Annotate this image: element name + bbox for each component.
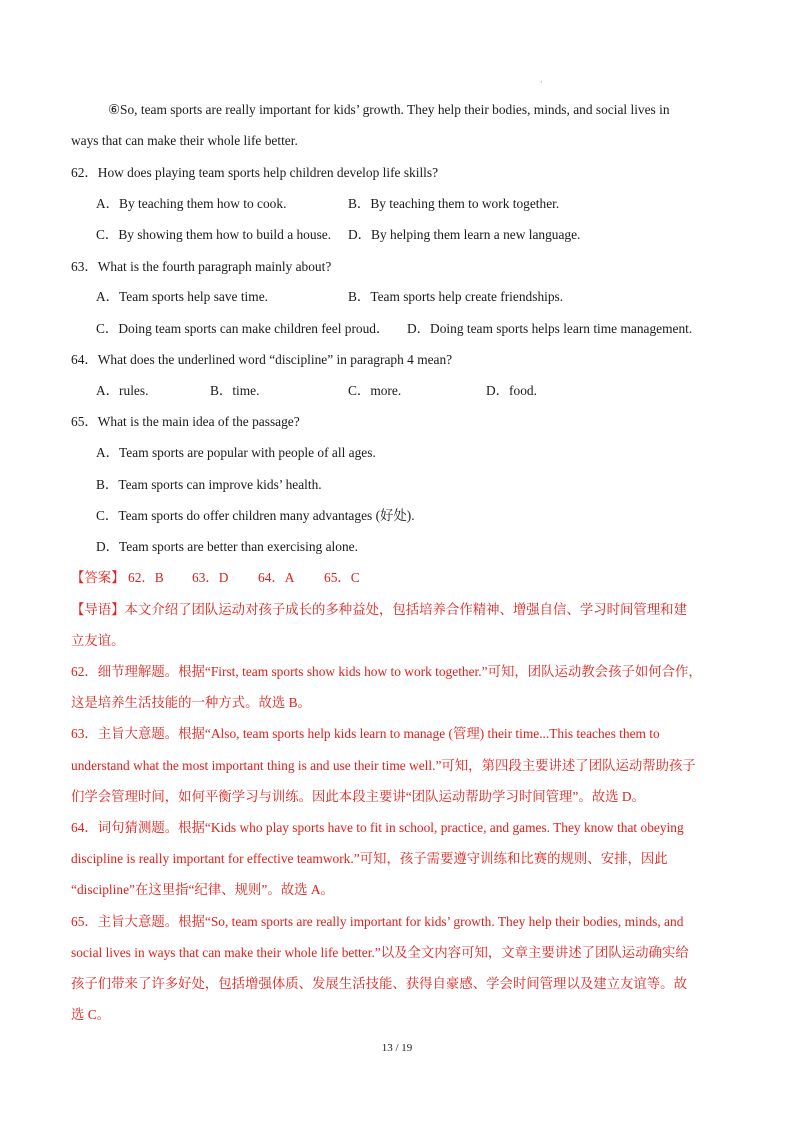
question-62-option-c: C．By showing them how to build a house.: [96, 227, 332, 242]
explanation-63-line-1: 63．主旨大意题。根据“Also, team sports help kids learn to manage (管理) their time...This teaches them to: [71, 726, 660, 741]
explanation-65-line-1: 65．主旨大意题。根据“So, team sports are really important for kids’ growth. They help their bodies, minds, and: [71, 914, 684, 929]
question-63-options-row-2: [96, 319, 693, 339]
question-64-option-a: A．rules.: [96, 383, 149, 398]
explanation-65-line-3: 孩子们带来了许多好处，包括增强体质、发展生活技能、获得自豪感、学会时间管理以及建立友谊等。故: [71, 976, 687, 991]
question-64-option-b: B．time.: [210, 383, 260, 398]
question-64-stem: 64．What does the underlined word “discipline” in paragraph 4 mean?: [71, 352, 453, 367]
answer-64: 64．A: [258, 570, 295, 585]
answer-63: 63．D: [192, 570, 229, 585]
answer-65: 65．C: [324, 570, 360, 585]
explanation-64-line-3: “discipline”在这里指“纪律、规则”。故选 A。: [71, 882, 334, 897]
question-62-option-d: D．By helping them learn a new language.: [348, 227, 581, 242]
question-63-stem: 63．What is the fourth paragraph mainly about?: [71, 259, 332, 274]
explanation-65-line-4: 选 C。: [71, 1007, 111, 1022]
question-63-option-c: C．Doing team sports can make children feel proud．: [96, 321, 390, 336]
question-64-option-c: C．more.: [348, 383, 402, 398]
answer-key: [71, 568, 360, 588]
question-64-options: [96, 381, 537, 401]
question-62-options-row-2: [96, 225, 581, 245]
question-62-option-a: A．By teaching them how to cook.: [96, 196, 287, 211]
question-63-option-a: A．Team sports help save time.: [96, 289, 268, 304]
paragraph-6-line-1: ⑥So, team sports are really important for kids’ growth. They help their bodies, minds, and social lives in: [108, 102, 670, 117]
explanation-65-line-2: social lives in ways that can make their whole life better.”以及全文内容可知，文章主要讲述了团队运动确实给: [71, 945, 689, 960]
question-63-option-b: B．Team sports help create friendships.: [348, 289, 564, 304]
question-64-option-d: D．food.: [486, 383, 537, 398]
explanation-63-line-2: understand what the most important thing is and use their time well.”可知，第四段主要讲述了团队运动帮助孩子: [71, 758, 696, 773]
explanation-64-line-2: discipline is really important for effective teamwork.”可知，孩子需要遵守训练和比赛的规则、安排，因此: [71, 851, 668, 866]
question-63-options-row-1: [96, 287, 564, 307]
question-62-stem: 62．How does playing team sports help children develop life skills?: [71, 165, 439, 180]
guide-line-2: 立友谊。: [71, 633, 125, 648]
question-65-option-b: B．Team sports can improve kids’ health.: [96, 477, 322, 492]
question-65-stem: 65．What is the main idea of the passage?: [71, 414, 300, 429]
guide-line-1: 【导语】本文介绍了团队运动对孩子成长的多种益处，包括培养合作精神、增强自信、学习时间管理和建: [71, 602, 687, 617]
page-number: 13 / 19: [381, 1042, 413, 1054]
explanation-62-line-2: 这是培养生活技能的一种方式。故选 B。: [71, 695, 311, 710]
answer-label: 【答案】: [71, 570, 125, 585]
question-62-option-b: B．By teaching them to work together.: [348, 196, 560, 211]
question-63-option-d: D．Doing team sports helps learn time management.: [407, 321, 693, 336]
question-62-options-row-1: [96, 194, 560, 214]
explanation-63-line-3: 们学会管理时间，如何平衡学习与训练。因此本段主要讲“团队运动帮助学习时间管理”。故选 D。: [71, 789, 645, 804]
answer-62: 62．B: [128, 570, 164, 585]
question-65-option-a: A．Team sports are popular with people of all ages.: [96, 445, 376, 460]
question-65-option-c: C．Team sports do offer children many advantages (好处).: [96, 508, 415, 523]
paragraph-6-line-2: ways that can make their whole life better.: [71, 133, 298, 148]
explanation-64-line-1: 64．词句猜测题。根据“Kids who play sports have to fit in school, practice, and games. They know that obeying: [71, 820, 684, 835]
explanation-62-line-1: 62．细节理解题。根据“First, team sports show kids how to work together.”可知，团队运动教会孩子如何合作，: [71, 664, 702, 679]
question-65-option-d: D．Team sports are better than exercising alone.: [96, 539, 358, 554]
header-marker: ·: [540, 78, 543, 87]
